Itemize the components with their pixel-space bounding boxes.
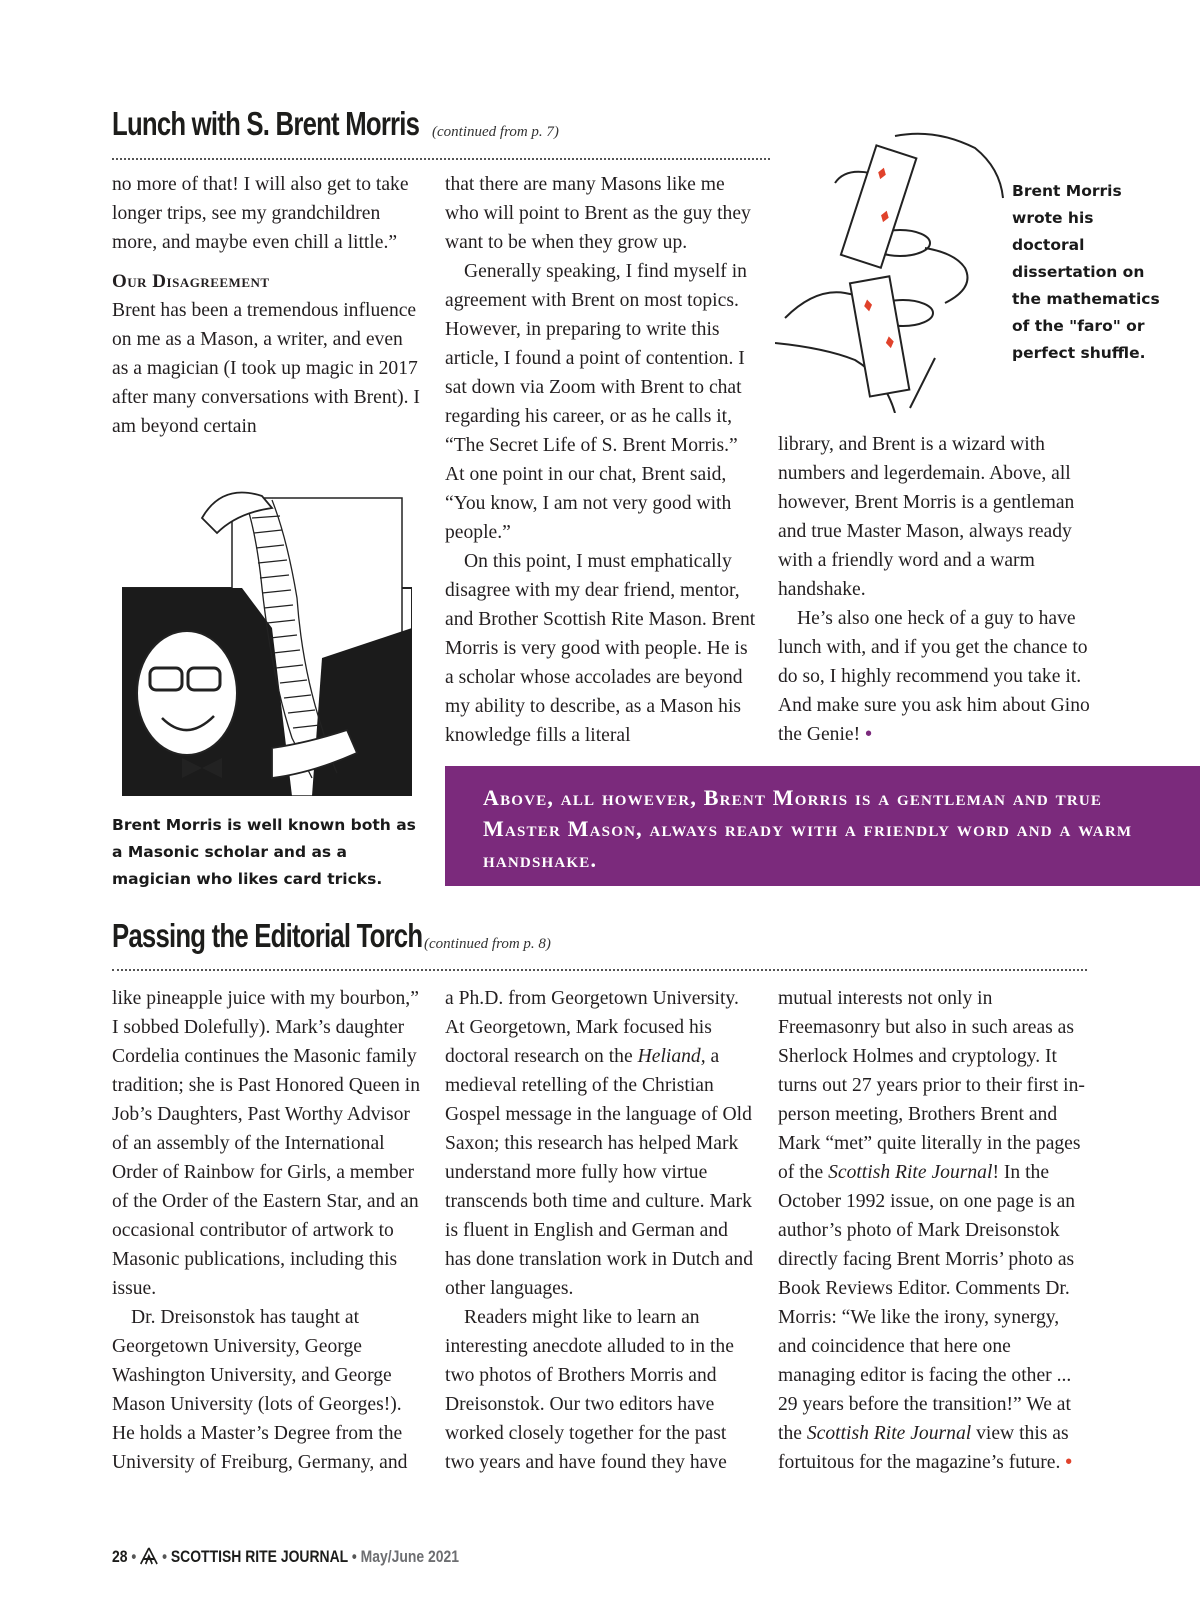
- paragraph-text: view this as fortuitous for the magazine’s future.: [778, 1423, 1069, 1473]
- paragraph: Brent has been a tremendous influence on me as a Mason, a writer, and even as a magician (I took up magic in 2017 after many conversations with Brent). I am beyond certain: [112, 300, 420, 437]
- paragraph-text: a medieval retelling of the Christian Gospel message in the language of Old Saxon; this research has helped Mark understand more fully how virtue transcends both time and culture. Mark is fluent in English and German and has done translation work in Dutch and other languages.: [445, 1046, 753, 1299]
- journal-name: SCOTTISH RITE JOURNAL: [170, 1547, 348, 1566]
- italic-title: Scottish Rite Journal: [828, 1162, 993, 1183]
- article1-column-2: [445, 170, 757, 750]
- pull-quote: [445, 766, 1200, 886]
- article2-column-3: [778, 984, 1090, 1477]
- paragraph: [445, 984, 757, 1303]
- shuffle-caption: Brent Morris wrote his doctoral dissertation on the mathematics of the "faro" or perfect shuffle.: [1012, 182, 1160, 362]
- card-shuffle-illustration: [775, 128, 1007, 413]
- article1-column-1: [112, 170, 424, 441]
- article1-divider: [112, 158, 770, 160]
- paragraph-text: ! In the October 1992 issue, on one page is an author’s photo of Mark Dreisonstok directly facing Brent Morris’ photo as Book Reviews Editor. Comments Dr. Morris: “We like the irony, synergy, and coincidence that here one managing editor is facing the other ... 29 years before the transition!” We at the: [778, 1162, 1076, 1444]
- cartoon-caption: Brent Morris is well known both as a Masonic scholar and as a magician who likes card tricks.: [112, 816, 416, 888]
- paragraph: [778, 604, 1090, 749]
- paragraph-text: mutual interests not only in Freemasonry but also in such areas as Sherlock Holmes and cryptology. It turns out 27 years prior to their first in-person meeting, Brothers Brent and Mark “met” quite literally in the pages of the: [778, 988, 1085, 1183]
- article1-continued-note: (continued from p. 7): [432, 124, 559, 140]
- magician-cartoon-illustration: [122, 478, 412, 796]
- paragraph: Generally speaking, I find myself in agreement with Brent on most topics. However, in preparing to write this article, I found a point of contention. I sat down via Zoom with Brent to chat regarding his career, or as he calls it, “The Secret Life of S. Brent Morris.” At one point in our chat, Brent said, “You know, I am not very good with people.”: [445, 261, 747, 543]
- paragraph: like pineapple juice with my bourbon,” I sobbed Dolefully). Mark’s daughter Cordelia continues the Masonic family tradition; she is Past Honored Queen in Job’s Daughters, Past Worthy Advisor of an assembly of the International Order of Rainbow for Girls, a member of the Order of the Eastern Star, and an occasional contributor of artwork to Masonic publications, including this issue.: [112, 988, 421, 1299]
- paragraph: that there are many Masons like me who will point to Brent as the guy they want to be when they grow up.: [445, 174, 751, 253]
- article1-title: Lunch with S. Brent Morris: [112, 105, 420, 142]
- paragraph: library, and Brent is a wizard with numbers and legerdemain. Above, all however, Brent Morris is a gentleman and true Master Mason, always ready with a friendly word and a warm handshake.: [778, 434, 1075, 600]
- masonic-emblem-icon: [140, 1547, 158, 1565]
- footer-bullet: •: [162, 1547, 167, 1566]
- paragraph-text: a Ph.D. from Georgetown University. At Georgetown, Mark focused his doctoral research on the: [445, 988, 739, 1067]
- paragraph: [778, 984, 1090, 1477]
- paragraph: Dr. Dreisonstok has taught at Georgetown University, George Washington University, and George Mason University (lots of Georges!). He holds a Master’s Degree from the University of Freiburg, Germany, and: [112, 1307, 408, 1473]
- page-footer: [112, 1547, 459, 1567]
- paragraph: Readers might like to learn an interesting anecdote alluded to in the two photos of Brothers Morris and Dreisonstok. Our two editors have worked closely together for the past two years and have found they have: [445, 1307, 734, 1473]
- article2-column-1: [112, 984, 424, 1477]
- paragraph: On this point, I must emphatically disagree with my dear friend, mentor, and Brother Scottish Rite Mason. Brent Morris is very good with people. He is a scholar whose accolades are beyond my ability to describe, as a Mason his knowledge fills a literal: [445, 551, 756, 746]
- paragraph-text: He’s also one heck of a guy to have lunch with, and if you get the chance to do so, I highly recommend you take it. And make sure you ask him about Gino the Genie!: [778, 608, 1090, 745]
- article1-column-3: [778, 430, 1090, 749]
- section-subhead: Our Disagreement: [112, 271, 270, 292]
- pull-quote-text: Above, all however, Brent Morris is a gentleman and true Master Mason, always ready with a friendly word and a warm handshake.: [483, 785, 1133, 872]
- article2-continued-note: (continued from p. 8): [424, 936, 551, 952]
- end-mark: •: [1065, 1452, 1073, 1473]
- article2-title: Passing the Editorial Torch: [112, 917, 423, 954]
- article2-column-2: [445, 984, 757, 1477]
- italic-title: Scottish Rite Journal: [806, 1423, 972, 1444]
- page-number: 28: [112, 1547, 128, 1566]
- footer-bullet: •: [351, 1547, 357, 1566]
- footer-bullet: •: [131, 1547, 137, 1566]
- paragraph: no more of that! I will also get to take longer trips, see my grandchildren more, and maybe even chill a little.”: [112, 174, 409, 253]
- issue-date: May/June 2021: [360, 1547, 460, 1566]
- italic-title: Heliand,: [637, 1046, 706, 1067]
- end-mark: •: [865, 724, 872, 745]
- article2-divider: [112, 969, 1087, 971]
